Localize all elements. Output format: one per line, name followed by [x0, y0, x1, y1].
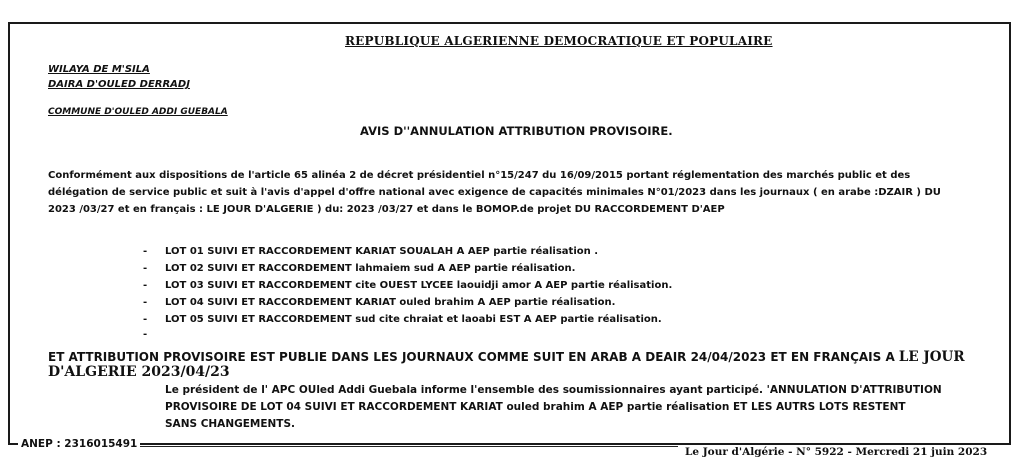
lot-item-2: LOT 02 SUIVI ET RACCORDEMENT lahmaiem sud A AEP partie réalisation. [165, 263, 576, 274]
president-line-2: PROVISOIRE DE LOT 04 SUIVI ET RACCORDEMENT KARIAT ouled brahim A AEP partie réalisation ET LES AUTRS LOTS RESTENT [165, 401, 906, 413]
lot-item-5: LOT 05 SUIVI ET RACCORDEMENT sud cite chraiat et laoabi EST A AEP partie réalisation. [165, 314, 662, 325]
page-title: REPUBLIQUE ALGERIENNE DEMOCRATIQUE ET POPULAIRE [345, 34, 773, 48]
president-line-3: SANS CHANGEMENTS. [165, 418, 296, 430]
wilaya-line: WILAYA DE M'SILA [48, 64, 150, 75]
lot-bullet: - [143, 263, 148, 274]
footer-divider [130, 446, 678, 447]
paragraph-line-1: Conformément aux dispositions de l'article 65 alinéa 2 de décret présidentiel n°15/247 du 16/09/2015 portant réglementation des marchés public et des [48, 170, 911, 181]
attribution-line-1 [48, 349, 965, 365]
lot-bullet: - [143, 297, 148, 308]
lot-item-4: LOT 04 SUIVI ET RACCORDEMENT KARIAT ouled brahim A AEP partie réalisation. [165, 297, 616, 308]
attribution-line-2: D'ALGERIE 2023/04/23 [48, 364, 230, 380]
anep-reference: ANEP : 2316015491 [18, 438, 140, 450]
journal-footer: Le Jour d'Algérie - N° 5922 - Mercredi 21 juin 2023 [682, 446, 990, 458]
lot-bullet: - [143, 314, 148, 325]
lot-bullet: - [143, 280, 148, 291]
lot-bullet: - [143, 329, 148, 340]
lot-item-3: LOT 03 SUIVI ET RACCORDEMENT cite OUEST LYCEE laouidji amor A AEP partie réalisation. [165, 280, 673, 291]
paragraph-line-2: délégation de service public et suit à l'avis d'appel d'offre national avec exigence de capacités minimales N°01/2023 dans les journaux ( en arabe :DZAIR ) DU [48, 187, 941, 198]
daira-line: DAIRA D'OULED DERRADJ [48, 79, 190, 90]
president-line-1: Le président de l' APC OUled Addi Guebala informe l'ensemble des soumissionnaires ayant participé. 'ANNULATION D'ATTRIBUTION [165, 384, 942, 396]
lot-item-1: LOT 01 SUIVI ET RACCORDEMENT KARIAT SOUALAH A AEP partie réalisation . [165, 246, 599, 257]
attribution-text: ET ATTRIBUTION PROVISOIRE EST PUBLIE DANS LES JOURNAUX COMME SUIT EN ARAB A DEAIR 24/04/2023 ET EN FRANÇAIS A [48, 350, 899, 364]
attribution-journal: LE JOUR [898, 349, 965, 365]
lot-bullet: - [143, 246, 148, 257]
commune-line: COMMUNE D'OULED ADDI GUEBALA [48, 107, 228, 117]
paragraph-line-3: 2023 /03/27 et en français : LE JOUR D'ALGERIE ) du: 2023 /03/27 et dans le BOMOP.de projet DU RACCORDEMENT D'AEP [48, 204, 725, 215]
avis-title: AVIS D''ANNULATION ATTRIBUTION PROVISOIRE. [360, 124, 673, 138]
